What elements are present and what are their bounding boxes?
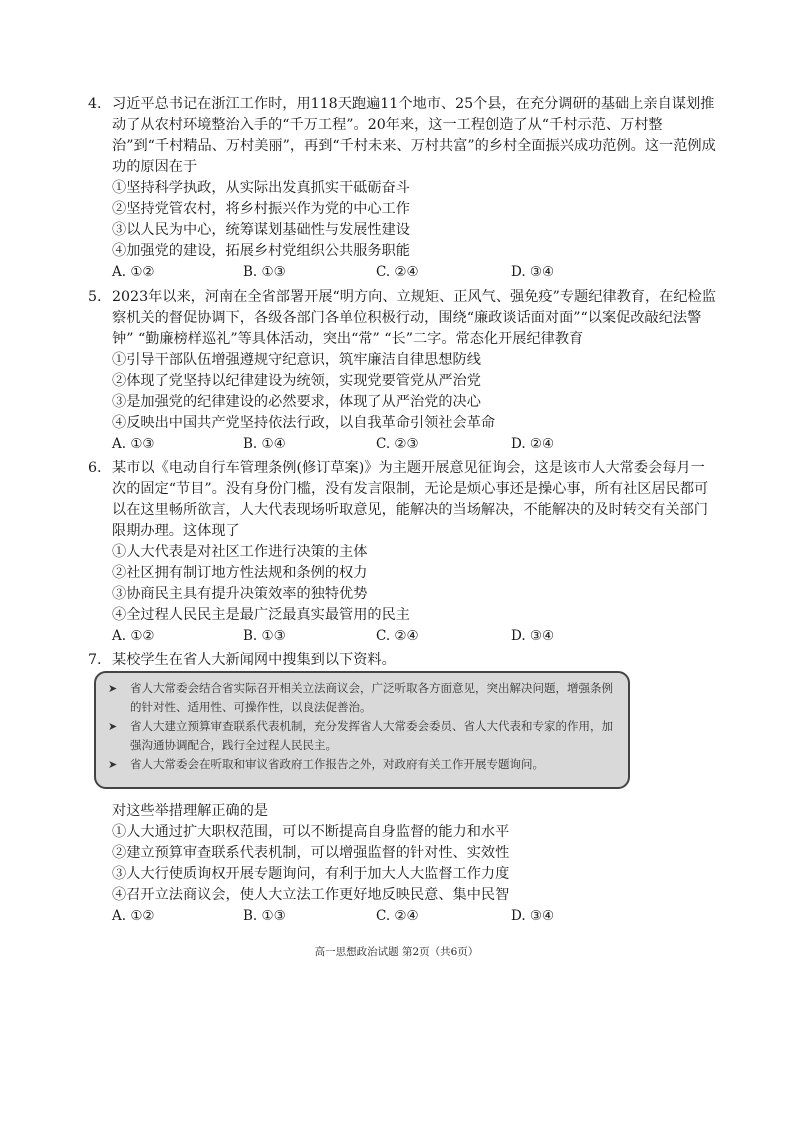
page-footer: 高一思想政治试题 第2页（共6页） [314, 946, 479, 958]
question-number: 6. [88, 460, 102, 476]
option-a: A. ①② [112, 628, 155, 644]
question-5 [88, 287, 718, 455]
material-text: 省人大常委会结合省实际召开相关立法商议会，广泛听取各方面意见，突出解决问题，增强条例的针对性、适用性、可操作性，以良法促善治。 [130, 681, 613, 714]
question-text: 2023年以来，河南在全省部署开展“明方向、立规矩、正风气、强免疫”专题纪律教育，在纪检监察机关的督促协调下，各级各部门各单位积极行动，围绕“廉政谈话面对面”“以案促改敲纪法警钟” “勤廉榜样巡礼”等具体活动，突出“常” “长”二字。常态化开展纪律教育 [112, 289, 716, 347]
material-text: 省人大建立预算审查联系代表机制，充分发挥省人大常委会委员、省人大代表和专家的作用，加强沟通协调配合，践行全过程人民民主。 [130, 719, 613, 752]
answer-options [88, 262, 718, 283]
statement: ④加强党的建设，拓展乡村党组织公共服务职能 [112, 243, 410, 259]
statement: ②坚持党管农村，将乡村振兴作为党的中心工作 [112, 201, 410, 217]
option-a: A. ①② [112, 264, 155, 280]
option-c: C. ②③ [376, 436, 419, 452]
question-number: 4. [88, 96, 102, 112]
question-stem [88, 650, 718, 671]
statement: ④全过程人民民主是最广泛最真实最管用的民主 [112, 607, 410, 623]
question-number: 7. [88, 652, 102, 668]
option-b: B. ①④ [243, 436, 286, 452]
question-6 [88, 458, 718, 647]
material-item [108, 679, 618, 717]
option-b: B. ①③ [243, 908, 286, 924]
question-text: 某市以《电动自行车管理条例(修订草案)》为主题开展意见征询会，这是该市人大常委会每月一次的固定“节目”。没有身份门槛，没有发言限制，无论是烦心事还是操心事，所有社区居民都可以在这里畅所欲言，人大代表现场听取意见，能解决的当场解决，不能解决的及时转交有关部门限期办理。这体现了 [112, 460, 709, 539]
option-a: A. ①③ [112, 436, 155, 452]
answer-options [88, 434, 718, 455]
statement: ①人大代表是对社区工作进行决策的主体 [112, 544, 368, 560]
sub-stem: 对这些举措理解正确的是 [112, 803, 269, 819]
question-7-body [88, 801, 718, 927]
arrow-bullet-icon: ➤ [108, 758, 118, 771]
question-text: 习近平总书记在浙江工作时，用118天跑遍11个地市、25个县，在充分调研的基础上亲自谋划推动了从农村环境整治入手的“千万工程”。20年来，这一工程创造了从“千村示范、万村整治”到“千村精品、万村美丽”，再到“千村未来、万村共富”的乡村全面振兴成功范例。这一范例成功的原因在于 [112, 96, 716, 175]
option-d: D. ③④ [511, 264, 555, 280]
question-number: 5. [88, 289, 102, 305]
statement: ④召开立法商议会，使人大立法工作更好地反映民意、集中民智 [112, 887, 510, 903]
statement: ①人大通过扩大职权范围，可以不断提高自身监督的能力和水平 [112, 824, 510, 840]
statement: ②社区拥有制订地方性法规和条例的权力 [112, 565, 368, 581]
material-box [94, 671, 630, 789]
statement: ③以人民为中心，统筹谋划基础性与发展性建设 [112, 222, 410, 238]
option-b: B. ①③ [243, 264, 286, 280]
question-stem [88, 287, 718, 350]
question-stem [88, 458, 718, 542]
option-c: C. ②④ [376, 628, 419, 644]
question-text: 某校学生在省人大新闻网中搜集到以下资料。 [112, 652, 396, 668]
question-4 [88, 94, 718, 283]
question-7 [88, 650, 718, 671]
statement: ②建立预算审查联系代表机制，可以增强监督的针对性、实效性 [112, 845, 510, 861]
statement: ③协商民主具有提升决策效率的独特优势 [112, 586, 368, 602]
answer-options [88, 626, 718, 647]
option-c: C. ②④ [376, 264, 419, 280]
option-d: D. ③④ [511, 908, 555, 924]
statement: ③人大行使质询权开展专题询问，有利于加大人大监督工作力度 [112, 866, 510, 882]
material-item [108, 755, 618, 774]
material-text: 省人大常委会在听取和审议省政府工作报告之外，对政府有关工作开展专题询问。 [130, 757, 544, 771]
option-a: A. ①② [112, 908, 155, 924]
material-item [108, 717, 618, 755]
option-d: D. ③④ [511, 628, 555, 644]
statement: ①坚持科学执政，从实际出发真抓实干砥砺奋斗 [112, 180, 410, 196]
statement: ②体现了党坚持以纪律建设为统领，实现党要管党从严治党 [112, 373, 481, 389]
statement: ①引导干部队伍增强遵规守纪意识，筑牢廉洁自律思想防线 [112, 352, 481, 368]
question-stem [88, 94, 718, 178]
option-b: B. ①③ [243, 628, 286, 644]
option-c: C. ②④ [376, 908, 419, 924]
arrow-bullet-icon: ➤ [108, 720, 118, 733]
statement: ③是加强党的纪律建设的必然要求，体现了从严治党的决心 [112, 394, 481, 410]
answer-options [88, 906, 718, 927]
option-d: D. ②④ [511, 436, 555, 452]
statement: ④反映出中国共产党坚持依法行政，以自我革命引领社会革命 [112, 415, 496, 431]
arrow-bullet-icon: ➤ [108, 682, 118, 695]
